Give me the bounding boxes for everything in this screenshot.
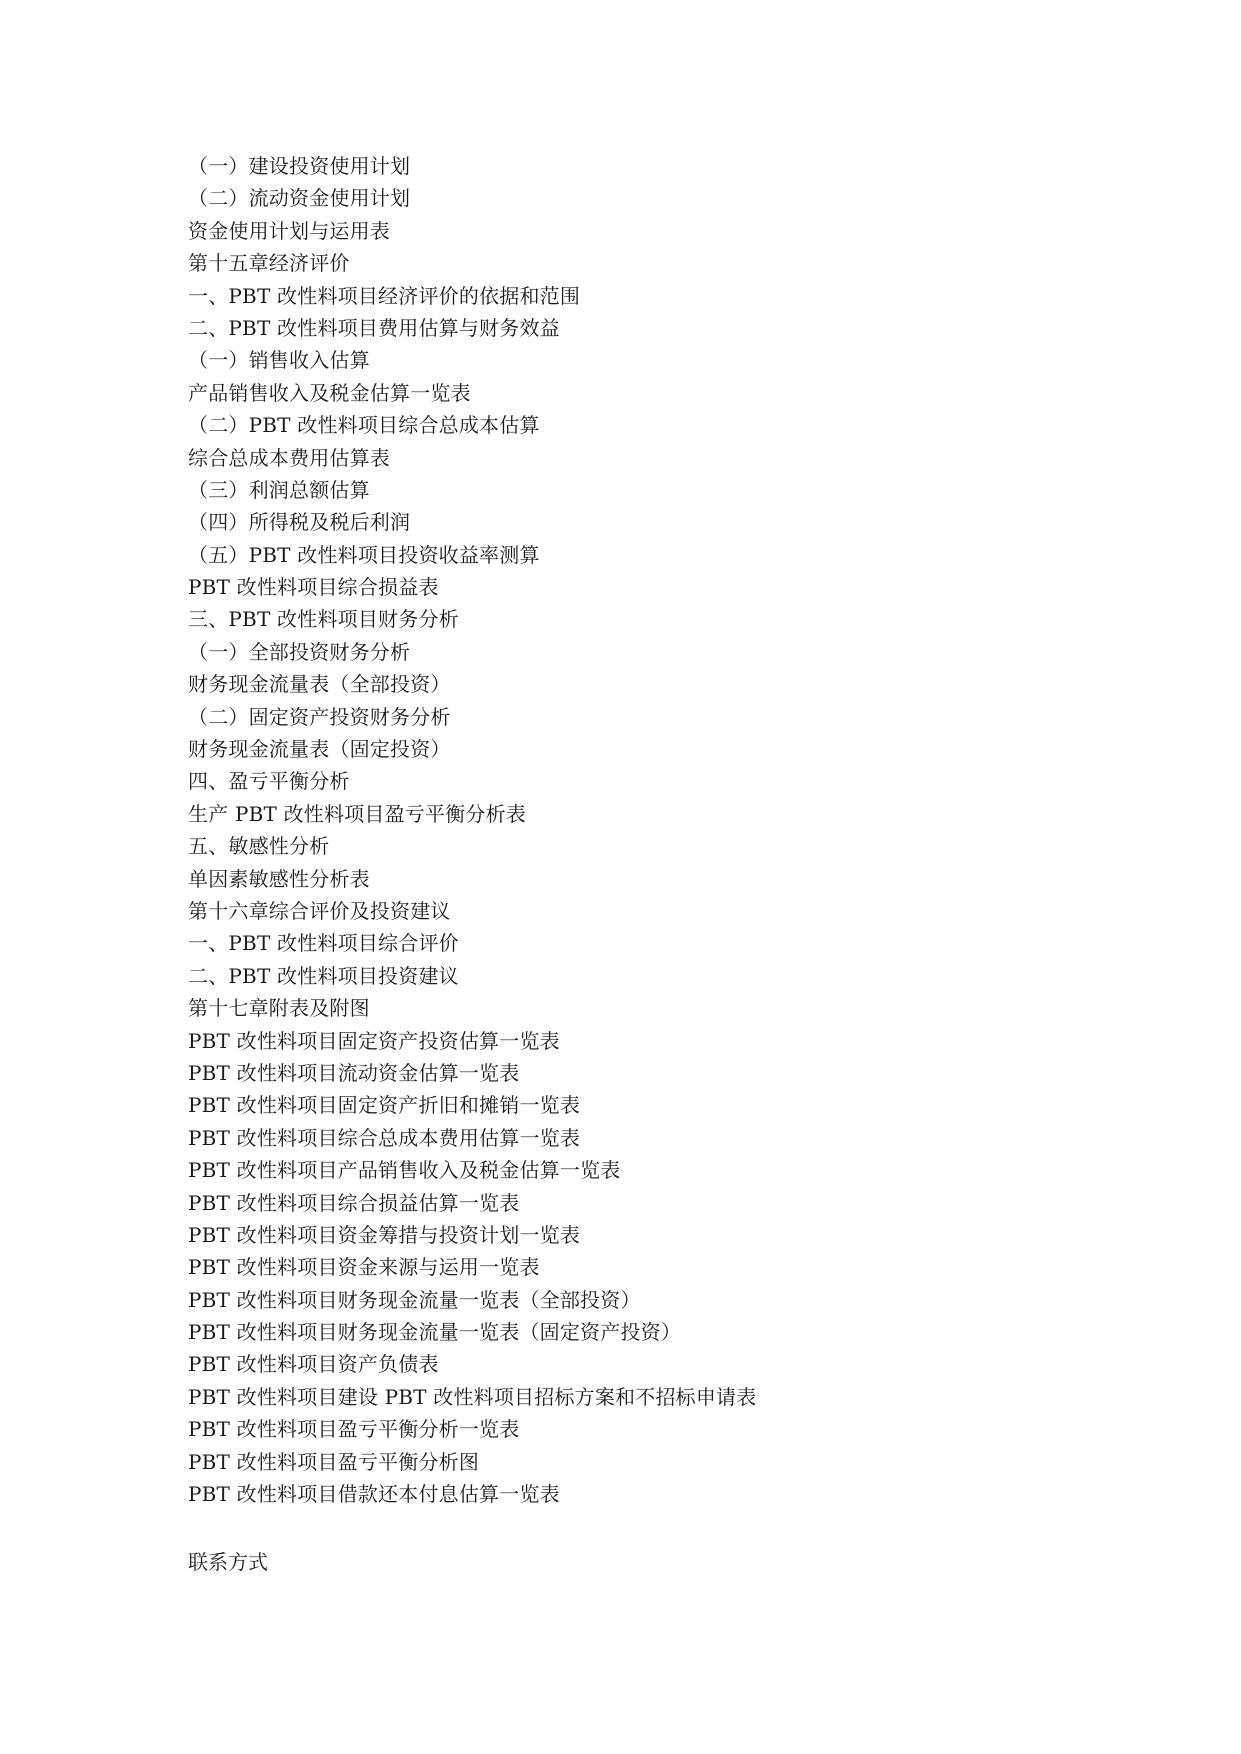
- toc-line: PBT 改性料项目流动资金估算一览表: [188, 1060, 520, 1085]
- toc-line: 综合总成本费用估算表: [188, 445, 390, 470]
- contact-heading: 联系方式: [188, 1550, 268, 1574]
- toc-line: PBT 改性料项目财务现金流量一览表（固定资产投资）: [188, 1320, 682, 1345]
- toc-line: PBT 改性料项目盈亏平衡分析一览表: [188, 1417, 520, 1442]
- toc-line: 四、盈亏平衡分析: [188, 769, 350, 794]
- table-of-contents: [188, 150, 1088, 1510]
- toc-line: PBT 改性料项目资产负债表: [188, 1352, 439, 1377]
- toc-line: （一）全部投资财务分析: [188, 639, 411, 664]
- toc-line: （一）建设投资使用计划: [188, 154, 411, 178]
- toc-line: 一、PBT 改性料项目综合评价: [188, 931, 459, 956]
- toc-line: PBT 改性料项目综合总成本费用估算一览表: [188, 1125, 581, 1150]
- toc-line: 单因素敏感性分析表: [188, 866, 370, 891]
- toc-line: （二）PBT 改性料项目综合总成本估算: [188, 413, 540, 438]
- toc-line: （二）流动资金使用计划: [188, 186, 411, 211]
- toc-line: 资金使用计划与运用表: [188, 218, 390, 243]
- toc-line: PBT 改性料项目建设 PBT 改性料项目招标方案和不招标申请表: [188, 1384, 757, 1409]
- toc-line: PBT 改性料项目资金来源与运用一览表: [188, 1255, 540, 1280]
- toc-chapter-heading: 第十六章综合评价及投资建议: [188, 898, 451, 923]
- toc-line: PBT 改性料项目固定资产折旧和摊销一览表: [188, 1093, 581, 1118]
- toc-line: PBT 改性料项目盈亏平衡分析图: [188, 1449, 480, 1474]
- toc-chapter-heading: 第十七章附表及附图: [188, 996, 370, 1021]
- toc-line: 五、敏感性分析: [188, 834, 330, 859]
- toc-line: PBT 改性料项目财务现金流量一览表（全部投资）: [188, 1287, 641, 1312]
- toc-line: （五）PBT 改性料项目投资收益率测算: [188, 542, 540, 567]
- toc-chapter-heading: 第十五章经济评价: [188, 251, 350, 276]
- toc-line: PBT 改性料项目产品销售收入及税金估算一览表: [188, 1158, 621, 1183]
- toc-line: PBT 改性料项目综合损益表: [188, 575, 439, 600]
- toc-line: PBT 改性料项目综合损益估算一览表: [188, 1190, 520, 1215]
- toc-line: PBT 改性料项目资金筹措与投资计划一览表: [188, 1222, 581, 1247]
- toc-line: 一、PBT 改性料项目经济评价的依据和范围: [188, 283, 581, 308]
- toc-line: 三、PBT 改性料项目财务分析: [188, 607, 459, 632]
- toc-line: （四）所得税及税后利润: [188, 510, 411, 535]
- toc-line: 财务现金流量表（固定投资）: [188, 737, 451, 762]
- toc-line: （一）销售收入估算: [188, 348, 370, 373]
- toc-line: 二、PBT 改性料项目投资建议: [188, 963, 459, 988]
- toc-line: 财务现金流量表（全部投资）: [188, 672, 451, 697]
- toc-line: （二）固定资产投资财务分析: [188, 704, 451, 729]
- toc-line: 生产 PBT 改性料项目盈亏平衡分析表: [188, 801, 527, 826]
- toc-line: PBT 改性料项目固定资产投资估算一览表: [188, 1028, 560, 1053]
- toc-line: 产品销售收入及税金估算一览表: [188, 380, 471, 405]
- toc-line: （三）利润总额估算: [188, 477, 370, 502]
- toc-line: 二、PBT 改性料项目费用估算与财务效益: [188, 315, 560, 340]
- toc-line: PBT 改性料项目借款还本付息估算一览表: [188, 1482, 560, 1507]
